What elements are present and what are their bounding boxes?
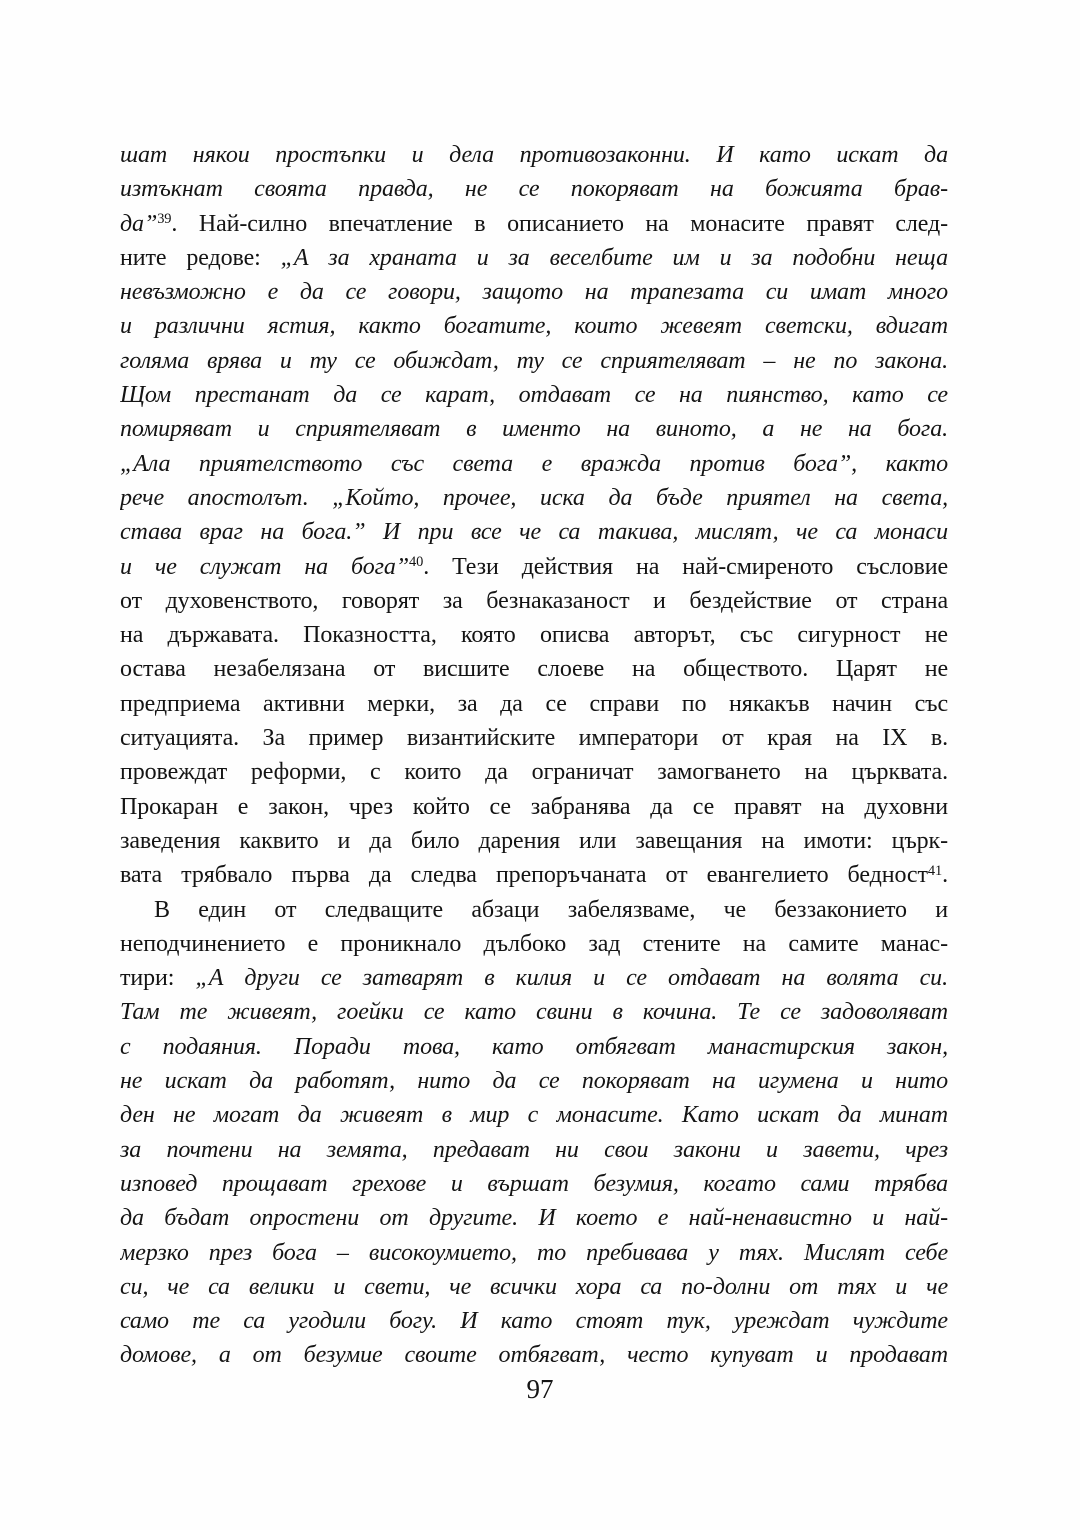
text-line <box>120 1338 948 1372</box>
quoted-text: става враг на бога.” И при все че са такива, мислят, че са монаси <box>120 519 948 546</box>
body-text: Прокаран е закон, чрез който се забранява да се правят на духовни <box>120 793 948 820</box>
body-text: провеждат реформи, с които да ограничат замогването на църквата. <box>120 759 948 786</box>
quoted-text: само те са угодили богу. И като стоят тук, уреждат чуждите <box>120 1308 948 1335</box>
quoted-text: да бъдат опростени от другите. И което е най-ненавистно и най- <box>120 1205 948 1232</box>
text-line <box>120 1133 948 1167</box>
quoted-text: мерзко през бога – високоумието, то пребивава у тях. Мислят себе <box>120 1239 948 1266</box>
text-line <box>120 755 948 789</box>
body-text: В един от следващите абзаци забелязваме, че беззаконието и <box>154 896 948 923</box>
text-line <box>120 618 948 652</box>
text-line <box>120 1270 948 1304</box>
text-line <box>120 275 948 309</box>
text-line <box>120 1304 948 1338</box>
quoted-text: и че служат на бога” <box>120 553 410 580</box>
text-line <box>120 721 948 755</box>
quoted-text: домове, а от безумие своите отбягват, често купуват и продават <box>120 1342 948 1369</box>
body-text: ситуацията. За пример византийските императори от края на IX в. <box>120 725 948 752</box>
text-line <box>120 961 948 995</box>
body-text: остава незабелязана от висшите слоеве на обществото. Царят не <box>120 656 948 683</box>
text-line <box>120 309 948 343</box>
quoted-text: си, че са велики и свети, че всички хора са по-долни от тях и че <box>120 1273 948 1300</box>
quoted-text: Щом престанат да се карат, отдават се на пиянство, като се <box>120 382 948 409</box>
text-line <box>120 207 948 241</box>
quoted-text: „Ала приятелството със света е вражда против бога”, както <box>120 450 948 477</box>
text-line <box>120 1064 948 1098</box>
body-text: тири: <box>120 965 196 992</box>
text-line <box>120 378 948 412</box>
quoted-text: рече апостолът. „Който, прочее, иска да бъде приятел на света, <box>120 484 948 511</box>
quoted-text: шат някои простъпки и дела противозаконни. И като искат да <box>120 142 948 168</box>
text-line <box>120 1236 948 1270</box>
text-line <box>120 550 948 584</box>
quoted-text: да” <box>120 210 158 237</box>
text-line <box>120 1201 948 1235</box>
body-text: неподчинението е проникнало дълбоко зад стените на самите манас- <box>120 930 948 957</box>
quoted-text: Там те живеят, гоейки се като свини в кочина. Те се задоволяват <box>120 999 948 1026</box>
text-line <box>120 412 948 446</box>
body-text: ните редове: <box>120 244 281 271</box>
text-line <box>120 172 948 206</box>
text-line <box>120 447 948 481</box>
quoted-text: помиряват и сприятеляват в именто на виното, а не на бога. <box>120 416 948 443</box>
body-text: от духовенството, говорят за безнаказаност и бездействие от страна <box>120 587 948 614</box>
body-text: предприема активни мерки, за да се справи по някакъв начин със <box>120 690 948 717</box>
text-block <box>120 138 948 1373</box>
body-text: заведения каквито и да било дарения или завещания на имоти: църк- <box>120 827 948 854</box>
text-line <box>120 1167 948 1201</box>
text-line <box>120 790 948 824</box>
text-line <box>120 241 948 275</box>
text-line <box>120 515 948 549</box>
footnote-reference: 41 <box>927 863 943 880</box>
text-line <box>120 1098 948 1132</box>
quoted-text: голяма врява и ту се обиждат, ту се сприятеляват – не по закона. <box>120 347 948 374</box>
page-number: 97 <box>526 1374 554 1404</box>
quoted-text: за почтени на земята, предават ни свои закони и завети, чрез <box>120 1136 948 1163</box>
body-text: . Най-силно впечатление в описанието на монасите правят след- <box>171 210 948 237</box>
body-text: . <box>942 862 948 889</box>
quoted-text: „А за храната и за веселбите им и за подобни неща <box>280 244 948 271</box>
text-line <box>120 893 948 927</box>
quoted-text: изповед прощават грехове и вършат безумия, когато сами трябва <box>120 1170 948 1197</box>
text-line <box>120 927 948 961</box>
body-text: на държавата. Показността, която описва авторът, със сигурност не <box>120 622 948 649</box>
footnote-reference: 40 <box>409 554 424 571</box>
quoted-text: не искат да работят, нито да се покоряват на игумена и нито <box>120 1068 948 1095</box>
text-line <box>120 652 948 686</box>
text-line <box>120 344 948 378</box>
text-line <box>120 687 948 721</box>
text-line <box>120 858 948 892</box>
quoted-text: „А други се затварят в килия и се отдават на волята си. <box>195 965 948 992</box>
body-text: вата трябвало първа да следва препоръчаната от евангелието бедност <box>120 862 928 889</box>
text-line <box>120 824 948 858</box>
quoted-text: с подаяния. Поради това, като отбягват манастирския закон, <box>120 1033 948 1060</box>
quoted-text: изтъкнат своята правда, не се покоряват на божията брав- <box>120 176 948 203</box>
text-line <box>120 481 948 515</box>
quoted-text: невъзможно е да се говори, защото на трапезата си имат много <box>120 279 948 306</box>
text-line <box>120 138 948 172</box>
quoted-text: ден не могат да живеят в мир с монасите. Като искат да минат <box>120 1102 948 1129</box>
footnote-reference: 39 <box>157 211 172 228</box>
text-line <box>120 584 948 618</box>
text-line <box>120 995 948 1029</box>
quoted-text: и различни ястия, както богатите, които жевеят светски, вдигат <box>120 313 948 340</box>
text-line <box>120 1030 948 1064</box>
body-text: . Тези действия на най-смиреното съсловие <box>423 553 948 580</box>
